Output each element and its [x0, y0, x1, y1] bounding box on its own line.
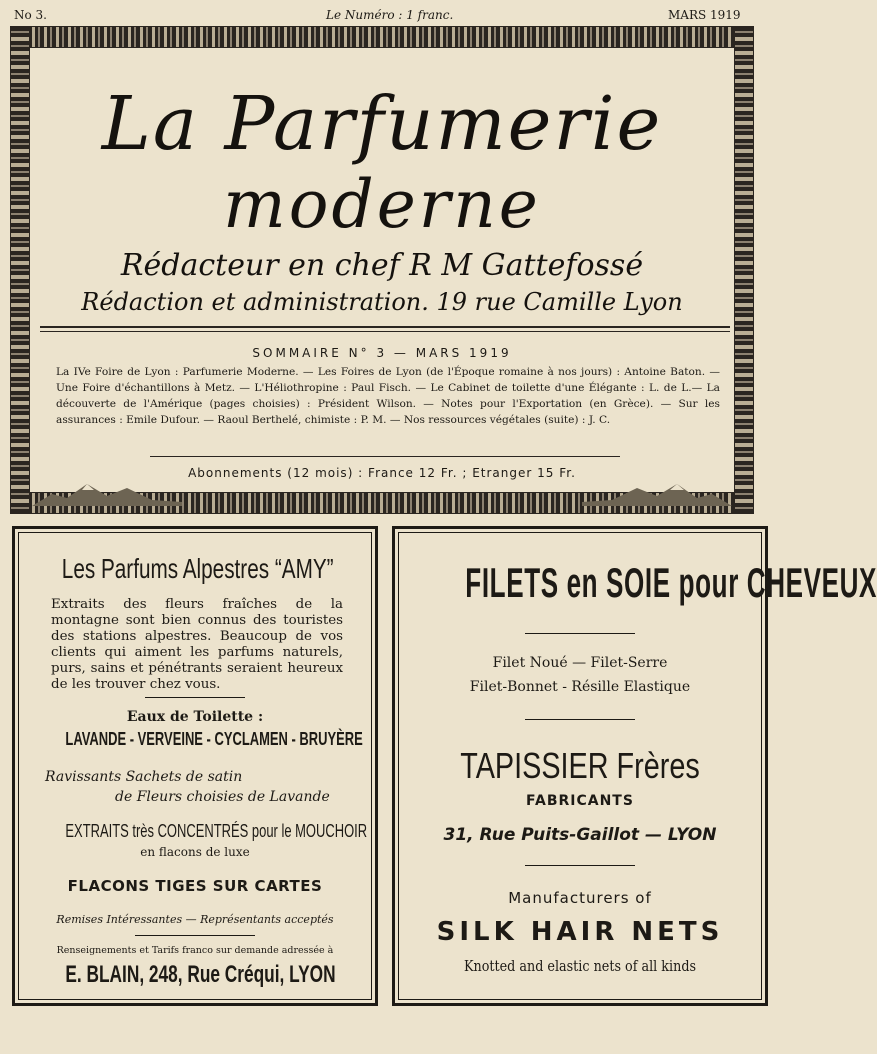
address-line: Rédaction et administration. 19 rue Camille Lyon	[81, 288, 683, 316]
ad-extraits: EXTRAITS très CONCENTRÉS pour le MOUCHOIR	[65, 821, 368, 841]
ad-sachets-line2: de Fleurs choisies de Lavande	[115, 789, 330, 805]
divider-rule	[145, 697, 245, 698]
ad-flacons-tiges: FLACONS TIGES SUR CARTES	[67, 877, 323, 895]
ad-product-row1: Filet Noué — Filet-Serre	[492, 655, 668, 671]
ad-flower-list: LAVANDE - VERVEINE - CYCLAMEN - BRUYÈRE	[65, 729, 363, 749]
subscription-line: Abonnements (12 mois) : France 12 Fr. ; Etranger 15 Fr.	[188, 466, 576, 480]
ad-fabricants: FABRICANTS	[526, 793, 634, 809]
ad-flacons-luxe: en flacons de luxe	[140, 845, 250, 859]
ad-title: FILETS en SOIE pour CHEVEUX	[465, 559, 877, 606]
ad-company-address: E. BLAIN, 248, Rue Créqui, LYON	[65, 961, 336, 988]
ad-renseignements: Renseignements et Tarifs franco sur demande adressée à	[56, 945, 334, 956]
editor-line: Rédacteur en chef R M Gattefossé	[120, 248, 644, 283]
masthead	[10, 26, 754, 514]
advertisement-amy	[12, 526, 378, 1006]
ad-remises: Remises Intéressantes — Représentants acceptés	[56, 913, 334, 926]
divider-rule	[40, 326, 730, 332]
ad-silk-hair-nets: SILK HAIR NETS	[436, 917, 724, 947]
ad-company-address: 31, Rue Puits-Gaillot — LYON	[443, 825, 717, 845]
issue-date: MARS 1919	[668, 8, 741, 22]
divider-rule	[525, 719, 635, 720]
ad-product-row2: Filet-Bonnet - Résille Elastique	[469, 679, 691, 695]
issue-number: No 3.	[14, 8, 47, 22]
ad-knotted-nets: Knotted and elastic nets of all kinds	[463, 957, 697, 975]
ad-description: Extraits des fleurs fraîches de la montagne sont bien connus des touristes des stations alpestres. Beaucoup de vos clients qui aiment les parfums naturels, purs, sains et pénétrants seraient heureux de les trouver chez vous.	[51, 597, 343, 692]
ad-sachets-line1: Ravissants Sachets de satin	[45, 769, 243, 785]
issue-price: Le Numéro : 1 franc.	[326, 8, 454, 22]
divider-rule	[525, 865, 635, 866]
mountain-illustration-left	[32, 476, 182, 506]
journal-subtitle: moderne	[223, 166, 541, 243]
journal-title: La Parfumerie	[101, 81, 663, 167]
ad-title: Les Parfums Alpestres “AMY”	[61, 553, 334, 584]
ad-company-name: TAPISSIER Frères	[460, 745, 700, 786]
advertisement-tapissier	[392, 526, 877, 1006]
ad-manufacturers: Manufacturers of	[508, 889, 652, 907]
divider-rule	[135, 935, 255, 936]
divider-rule	[525, 633, 635, 634]
divider-rule	[150, 456, 620, 457]
mountain-illustration-right	[582, 476, 732, 506]
ad-eaux-heading: Eaux de Toilette :	[126, 709, 264, 725]
sommaire-text: La IVe Foire de Lyon : Parfumerie Moderne. — Les Foires de Lyon (de l'Époque romaine à nos jours) : Antoine Baton. — Une Foire d'échantillons à Metz. — L'Héliothropine : Paul Fisch. — Le Cabinet de toilette d'une Élégante : L. de L.— La découverte de l'Amérique (pages choisies) : Président Wilson. — Notes pour l'Exportation (en Grèce). — Sur les assurances : Emile Dufour. — Raoul Berthelé, chimiste : P. M. — Nos ressources végétales (suite) : J. C.	[56, 366, 720, 426]
sommaire-heading: SOMMAIRE N° 3 — MARS 1919	[252, 346, 512, 360]
ornamental-border-top	[10, 26, 754, 48]
